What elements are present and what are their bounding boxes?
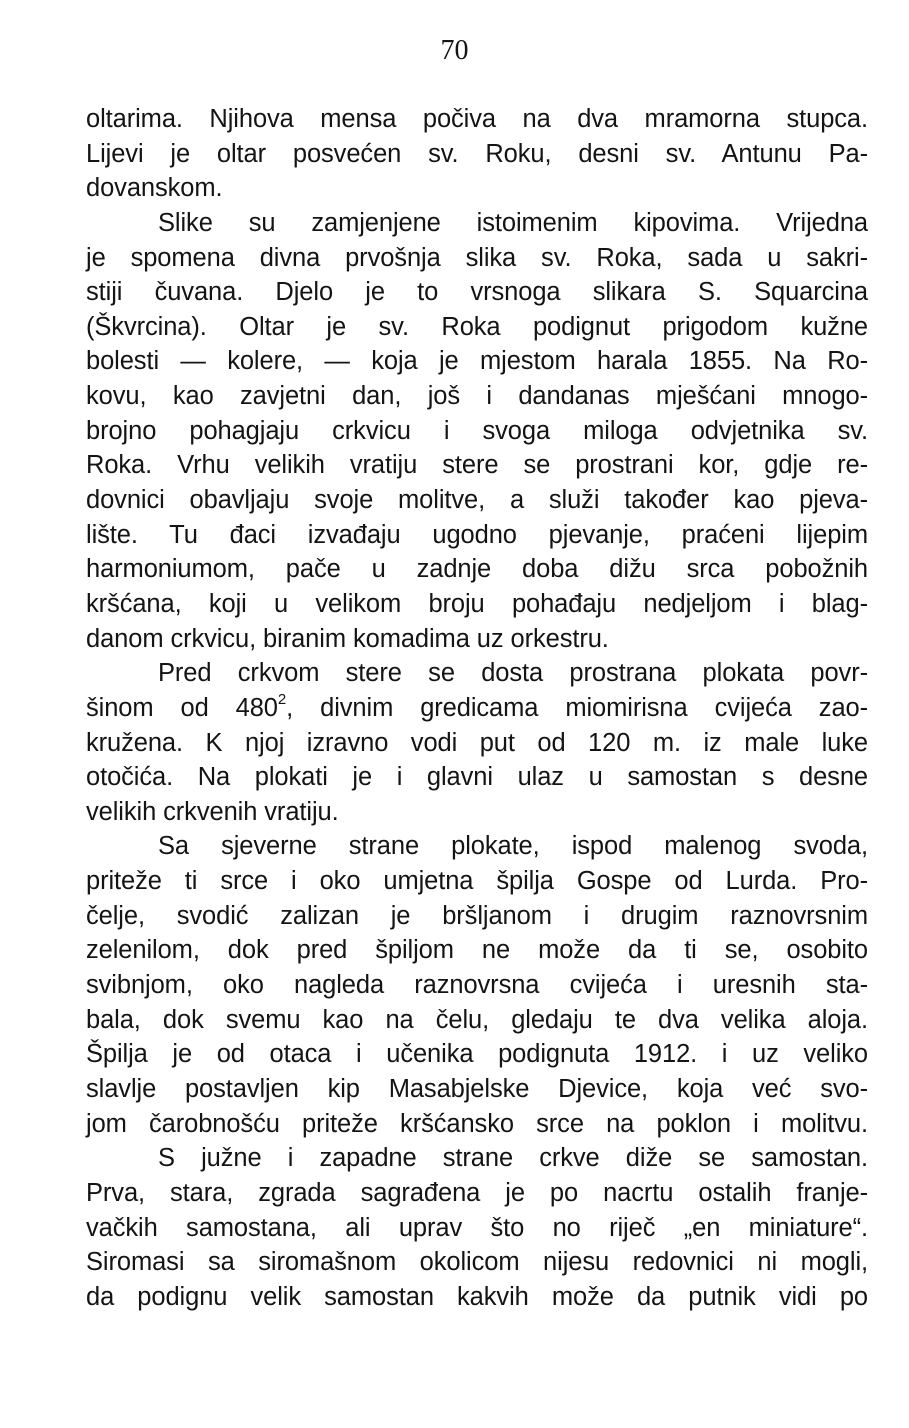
superscript: 2 <box>277 691 287 709</box>
text-line: kršćana, koji u velikom broju pohađaju nedjeljom i blag- <box>86 589 868 618</box>
text-line: (Škvrcina). Oltar je sv. Roka podignut prigodom kužne <box>86 312 868 341</box>
text-line: danom crkvicu, biranim komadima uz orkestru. <box>86 624 609 653</box>
text-line: kružena. K njoj izravno vodi put od 120 m. iz male luke <box>86 728 868 757</box>
text-line: velikih crkvenih vratiju. <box>86 797 339 826</box>
text-line: Slike su zamjenjene istoimenim kipovima. Vrijedna <box>158 208 868 237</box>
text-line: Pred crkvom stere se dosta prostrana plokata povr- <box>158 659 868 688</box>
text-segment: šinom od 480 <box>86 693 278 722</box>
text-line: bolesti — kolere, — koja je mjestom harala 1855. Na Ro- <box>86 347 868 376</box>
text-line: jom čarobnošću priteže kršćansko srce na poklon i molitvu. <box>86 1109 868 1138</box>
text-line: Roka. Vrhu velikih vratiju stere se prostrani kor, gdje re- <box>86 451 868 480</box>
text-line: otočića. Na plokati je i glavni ulaz u samostan s desne <box>86 763 868 792</box>
text-line: brojno pohagjaju crkvicu i svoga miloga odvjetnika sv. <box>86 416 868 445</box>
text-line: slavlje postavljen kip Masabjelske Djevice, koja već svo- <box>86 1074 868 1103</box>
text-line: čelje, svodić zalizan je bršljanom i drugim raznovrsnim <box>86 901 868 930</box>
text-line-with-superscript <box>86 691 868 726</box>
text-line: dovnici obavljaju svoje molitve, a služi također kao pjeva- <box>86 486 868 515</box>
page-number: 70 <box>440 35 469 66</box>
text-line: dovanskom. <box>86 174 223 203</box>
text-line: S južne i zapadne strane crkve diže se samostan. <box>158 1144 868 1173</box>
text-line: harmoniumom, pače u zadnje doba dižu srca pobožnih <box>86 555 868 584</box>
text-line: priteže ti srce i oko umjetna špilja Gospe od Lurda. Pro- <box>86 867 868 896</box>
text-segment: , divnim gredicama miomirisna cvijeća zao- <box>286 693 869 722</box>
text-line: zelenilom, dok pred špiljom ne može da ti se, osobito <box>86 936 868 965</box>
text-line: vačkih samostana, ali uprav što no riječ „en miniature“. <box>86 1213 868 1242</box>
text-line: Siromasi sa siromašnom okolicom nijesu redovnici ni mogli, <box>86 1248 868 1277</box>
text-line: da podignu velik samostan kakvih može da putnik vidi po <box>86 1282 868 1311</box>
text-line: svibnjom, oko nagleda raznovrsna cvijeća i uresnih sta- <box>86 971 868 1000</box>
text-line: je spomena divna prvošnja slika sv. Roka, sada u sakri- <box>86 243 868 272</box>
text-line: oltarima. Njihova mensa počiva na dva mramorna stupca. <box>86 105 868 133</box>
text-line: Sa sjeverne strane plokate, ispod malenog svoda, <box>158 832 868 861</box>
text-line: Prva, stara, zgrada sagrađena je po nacrtu ostalih franje- <box>86 1178 868 1207</box>
text-line: lište. Tu đaci izvađaju ugodno pjevanje, praćeni lijepim <box>86 520 868 549</box>
text-line: Špilja je od otaca i učenika podignuta 1912. i uz veliko <box>86 1040 868 1069</box>
text-line: bala, dok svemu kao na čelu, gledaju te dva velika aloja. <box>86 1005 868 1034</box>
text-line: stiji čuvana. Djelo je to vrsnoga slikara S. Squarcina <box>86 278 868 307</box>
text-line: kovu, kao zavjetni dan, još i dandanas mješćani mnogo- <box>86 382 868 411</box>
text-line: Lijevi je oltar posvećen sv. Roku, desni sv. Antunu Pa- <box>86 139 868 168</box>
body-text <box>86 102 868 1314</box>
